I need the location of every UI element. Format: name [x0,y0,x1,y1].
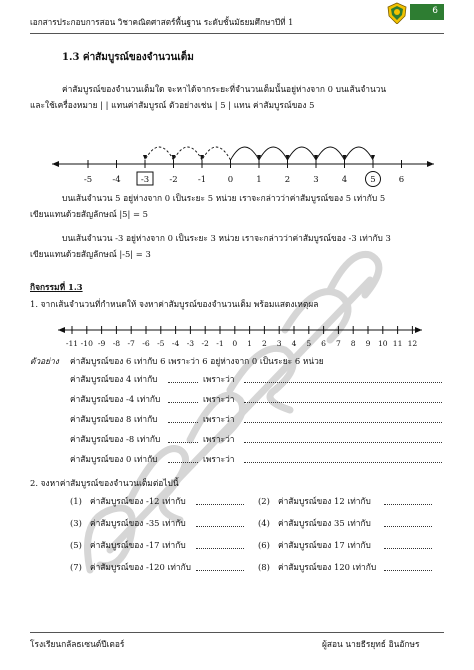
answer-blank[interactable] [384,518,432,527]
item-number: (3) [70,518,82,528]
because-label: เพราะว่า [203,454,235,464]
item-number: (2) [258,496,270,506]
because-label: เพราะว่า [203,394,235,404]
exercise-prompt: ค่าสัมบูรณ์ของ -4 เท่ากับ [70,394,161,404]
explain-p1-line2: เขียนแทนด้วยสัญลักษณ์ |5| = 5 [30,209,148,219]
tick-label: 5 [306,339,312,348]
answer-blank[interactable] [168,434,198,443]
footer-teacher: ผู้สอน นายธีรยุทธ์ อินอักษร [322,639,420,649]
tick-label: -1 [197,175,207,185]
arrow-right-icon [427,161,434,167]
jump-arc [316,147,345,160]
dashed-jump-arc [202,147,231,160]
answer-blank[interactable] [196,562,244,571]
item-number: (5) [70,540,82,550]
tick-label: -9 [97,339,106,348]
tick-label: 6 [321,339,327,348]
exercise-prompt: ค่าสัมบูรณ์ของ 8 เท่ากับ [70,414,158,424]
reason-blank[interactable] [244,374,442,383]
example-text: ค่าสัมบูรณ์ของ 6 เท่ากับ 6 เพราะว่า 6 อยู่ห่างจาก 0 เป็นระยะ 6 หน่วย [70,356,324,366]
page-header [30,12,444,34]
tick-label: -1 [216,339,224,348]
answer-blank[interactable] [168,394,198,403]
answer-blank[interactable] [168,374,198,383]
intro-line-2: และใช้เครื่องหมาย | | แทนค่าสัมบูรณ์ ตัวอย่างเช่น | 5 | แทน ค่าสัมบูรณ์ของ 5 [30,100,315,110]
item-number: (8) [258,562,270,572]
tick-label: -3 [140,175,150,185]
item-prompt: ค่าสัมบูรณ์ของ 17 เท่ากับ [278,540,371,550]
item-prompt: ค่าสัมบูรณ์ของ 120 เท่ากับ [278,562,377,572]
tick-label: -2 [201,339,209,348]
activity-title: กิจกรรมที่ 1.3 [30,282,83,292]
item-number: (7) [70,562,82,572]
tick-label: 4 [291,339,297,348]
item-prompt: ค่าสัมบูรณ์ของ -35 เท่ากับ [90,518,186,528]
item-prompt: ค่าสัมบูรณ์ของ 12 เท่ากับ [278,496,371,506]
item-prompt: ค่าสัมบูรณ์ของ -17 เท่ากับ [90,540,186,550]
tick-label: 3 [276,339,282,348]
tick-label: 8 [350,339,356,348]
exercise-prompt: ค่าสัมบูรณ์ของ 0 เท่ากับ [70,454,158,464]
explain-p2-line2: เขียนแทนด้วยสัญลักษณ์ |-5| = 3 [30,249,151,259]
question-2: 2. จงหาค่าสัมบูรณ์ของจำนวนเต็มต่อไปนี้ [30,478,179,488]
tick-label: 2 [284,175,291,185]
tick-label: 7 [335,339,341,348]
tick-label: 10 [377,339,388,348]
tick-label: 4 [341,175,348,185]
tick-label: 1 [256,175,262,185]
item-number: (6) [258,540,270,550]
number-line-absolute-value [48,128,438,188]
explain-p2-line1: บนเส้นจำนวน -3 อยู่ห่างจาก 0 เป็นระยะ 3 หน่วย เราจะกล่าวว่าค่าสัมบูรณ์ของ -3 เท่ากับ 3 [62,233,391,243]
tick-label: -5 [83,175,93,185]
item-number: (4) [258,518,270,528]
answer-blank[interactable] [196,540,244,549]
jump-arc [259,147,288,160]
answer-blank[interactable] [384,540,432,549]
example-label: ตัวอย่าง [30,356,59,366]
tick-label: 1 [247,339,253,348]
tick-label: -4 [171,339,180,348]
reason-blank[interactable] [244,414,442,423]
reason-blank[interactable] [244,434,442,443]
answer-blank[interactable] [196,496,244,505]
item-prompt: ค่าสัมบูรณ์ของ -12 เท่ากับ [90,496,186,506]
header-rule [30,33,444,34]
item-prompt: ค่าสัมบูรณ์ของ -120 เท่ากับ [90,562,191,572]
tick-label: -6 [142,339,150,348]
number-line-integers [56,322,424,352]
tick-label: -11 [65,339,79,348]
tick-label: 9 [365,339,371,348]
tick-label: -7 [127,339,135,348]
answer-blank[interactable] [168,454,198,463]
because-label: เพราะว่า [203,434,235,444]
page-number-badge [410,4,444,20]
answer-blank[interactable] [384,562,432,571]
exercise-prompt: ค่าสัมบูรณ์ของ 4 เท่ากับ [70,374,158,384]
dashed-jump-arc [145,147,174,160]
item-prompt: ค่าสัมบูรณ์ของ 35 เท่ากับ [278,518,371,528]
tick-label: -2 [169,175,178,185]
section-heading: 1.3 ค่าสัมบูรณ์ของจำนวนเต็ม [62,52,194,63]
jump-arc [231,147,260,160]
because-label: เพราะว่า [203,414,235,424]
reason-blank[interactable] [244,394,442,403]
footer-school: โรงเรียนกลัลธเซนต์ปีเตอร์ [30,639,125,649]
school-emblem-icon [386,2,408,24]
item-number: (1) [70,496,82,506]
question-1: 1. จากเส้นจำนวนที่กำหนดให้ จงหาค่าสัมบูรณ์ของจำนวนเต็ม พร้อมแสดงเหตุผล [30,299,319,309]
tick-label: 12 [407,339,418,348]
arrow-left-icon [52,161,59,167]
tick-label: 2 [261,339,267,348]
tick-label: 3 [313,175,319,185]
dashed-jump-arc [174,147,203,160]
tick-label: -4 [112,175,121,185]
explain-p1-line1: บนเส้นจำนวน 5 อยู่ห่างจาก 0 เป็นระยะ 5 หน่วย เราจะกล่าวว่าค่าสัมบูรณ์ของ 5 เท่ากับ 5 [62,193,386,203]
tick-label: 0 [227,175,234,185]
tick-label: -5 [157,339,165,348]
tick-label: -8 [112,339,121,348]
footer-rule [30,632,444,633]
tick-label: 11 [392,339,403,348]
jump-arc [288,147,317,160]
answer-blank[interactable] [196,518,244,527]
exercise-prompt: ค่าสัมบูรณ์ของ -8 เท่ากับ [70,434,161,444]
answer-blank[interactable] [384,496,432,505]
reason-blank[interactable] [244,454,442,463]
jump-arc [345,147,374,160]
answer-blank[interactable] [168,414,198,423]
tick-label: 0 [232,339,238,348]
tick-label: -3 [186,339,195,348]
page-number: 6 [432,6,438,16]
tick-label: 5 [370,175,376,185]
tick-label: 6 [398,175,405,185]
arrow-left-icon [58,327,65,333]
intro-line-1: ค่าสัมบูรณ์ของจำนวนเต็มใด จะหาได้จากระยะที่จำนวนเต็มนั้นอยู่ห่างจาก 0 บนเส้นจำนวน [62,84,387,94]
header-title: เอกสารประกอบการสอน วิชาคณิตศาสตร์พื้นฐาน ระดับชั้นมัธยมศึกษาปีที่ 1 [30,17,294,27]
arrow-right-icon [415,327,422,333]
tick-label: -10 [80,339,93,348]
because-label: เพราะว่า [203,374,235,384]
